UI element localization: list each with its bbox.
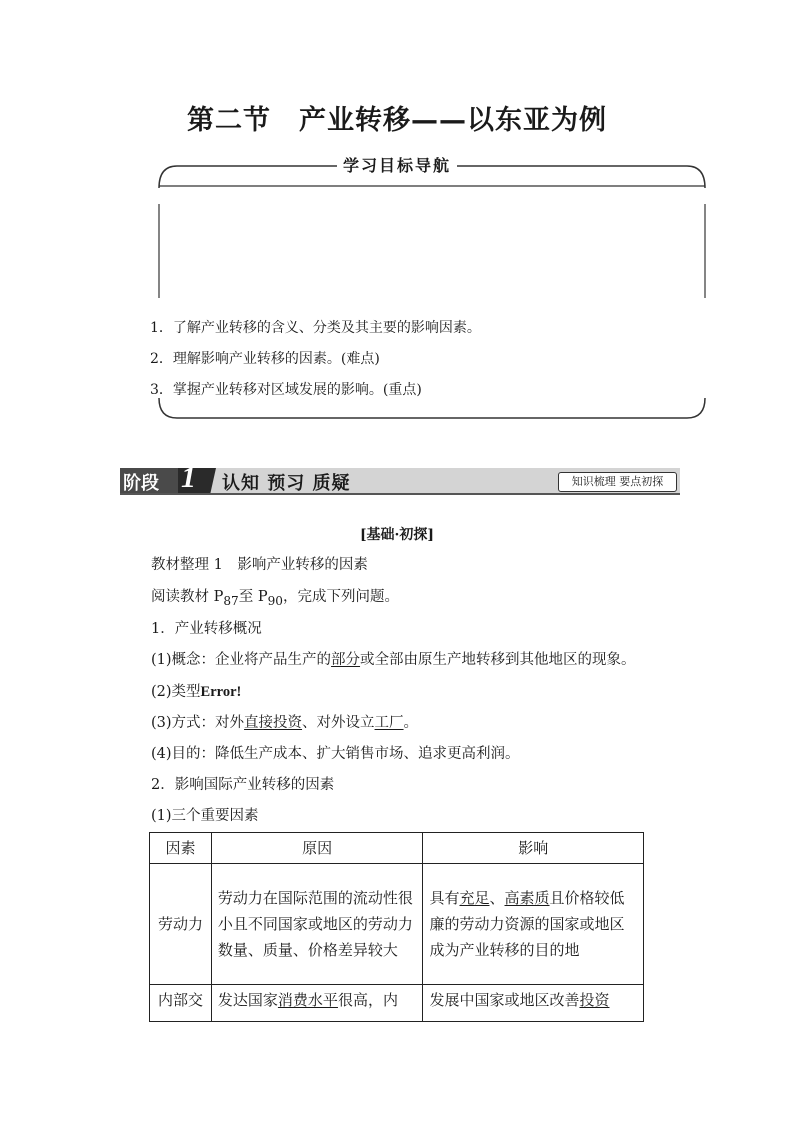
stage-number: 1 (181, 461, 196, 494)
table-header-cell: 因素 (150, 833, 212, 864)
table-cell-factor: 劳动力 (150, 864, 212, 985)
stage-title: 认知 预习 质疑 (222, 473, 351, 494)
goal-item: 3．掌握产业转移对区域发展的影响。(重点) (150, 382, 422, 398)
point-heading: 1．产业转移概况 (151, 621, 262, 637)
effect-blank: 高素质 (504, 889, 550, 907)
reading-page-start: 87 (223, 593, 239, 608)
page-title: 第二节 产业转移——以东亚为例 (187, 105, 607, 136)
table-cell-reason (211, 985, 423, 1023)
reason-text: 发达国家 (217, 991, 278, 1009)
effect-blank: 充足 (459, 889, 490, 907)
goal-item: 2．理解影响产业转移的因素。(难点) (150, 351, 380, 367)
table-row (150, 864, 644, 985)
type-error: Error! (200, 684, 242, 700)
reading-post: ，完成下列问题。 (283, 589, 399, 605)
concept-pre: (1)概念：企业将产品生产的 (151, 652, 332, 668)
table-header-row (150, 833, 644, 864)
table-cell-effect (423, 985, 644, 1023)
table-cell-reason: 劳动力在国际范围的流动性很小且不同国家或地区的劳动力数量、质量、价格差异较大 (211, 864, 423, 985)
stage-tag: 知识梳理 要点初探 (558, 472, 677, 492)
method-blank-2: 工厂 (374, 715, 404, 731)
table-header-cell: 原因 (211, 833, 423, 864)
goals-label-text: 学习目标导航 (337, 153, 457, 176)
method-pre: (3)方式：对外 (151, 715, 245, 731)
table-row (150, 985, 644, 1023)
effect-blank: 投资 (579, 991, 610, 1009)
factors-table (149, 832, 644, 1022)
reading-page-end: 90 (267, 593, 283, 608)
method-post: 。 (403, 715, 419, 731)
section-heading: [基础·初探] (359, 527, 435, 543)
table-bottom-edge (149, 1021, 644, 1022)
goal-item: 1．了解产业转移的含义、分类及其主要的影响因素。 (150, 320, 481, 336)
reading-pre: 阅读教材 P (151, 589, 224, 605)
goal-line: (4)目的：降低生产成本、扩大销售市场、追求更高利润。 (151, 746, 520, 762)
reading-mid: 至 P (238, 589, 268, 605)
concept-blank: 部分 (331, 652, 361, 668)
concept-post: 或全部由原生产地转移到其他地区的现象。 (360, 652, 636, 668)
method-blank-1: 直接投资 (244, 715, 303, 731)
method-mid: 、对外设立 (302, 715, 375, 731)
reason-blank: 消费水平 (277, 991, 338, 1009)
effect-text: 具有 (429, 889, 460, 907)
table-cell-effect (423, 864, 644, 985)
stage-label: 阶段 (123, 473, 159, 494)
table-header-cell: 影响 (423, 833, 644, 864)
table-cell-factor: 内部交 (150, 985, 212, 1023)
effect-text: 、 (489, 889, 505, 907)
point-heading: 2．影响国际产业转移的因素 (151, 777, 335, 793)
effect-text: 且价格较低廉的劳动力资源的国家或地区成为产业转移的目的地 (429, 889, 625, 959)
material-title: 教材整理 1 影响产业转移的因素 (151, 557, 368, 573)
reason-text: 很高，内 (337, 991, 398, 1009)
effect-text: 发展中国家或地区改善 (429, 991, 580, 1009)
type-pre: (2)类型 (151, 684, 201, 700)
sub-heading: (1)三个重要因素 (151, 808, 259, 824)
